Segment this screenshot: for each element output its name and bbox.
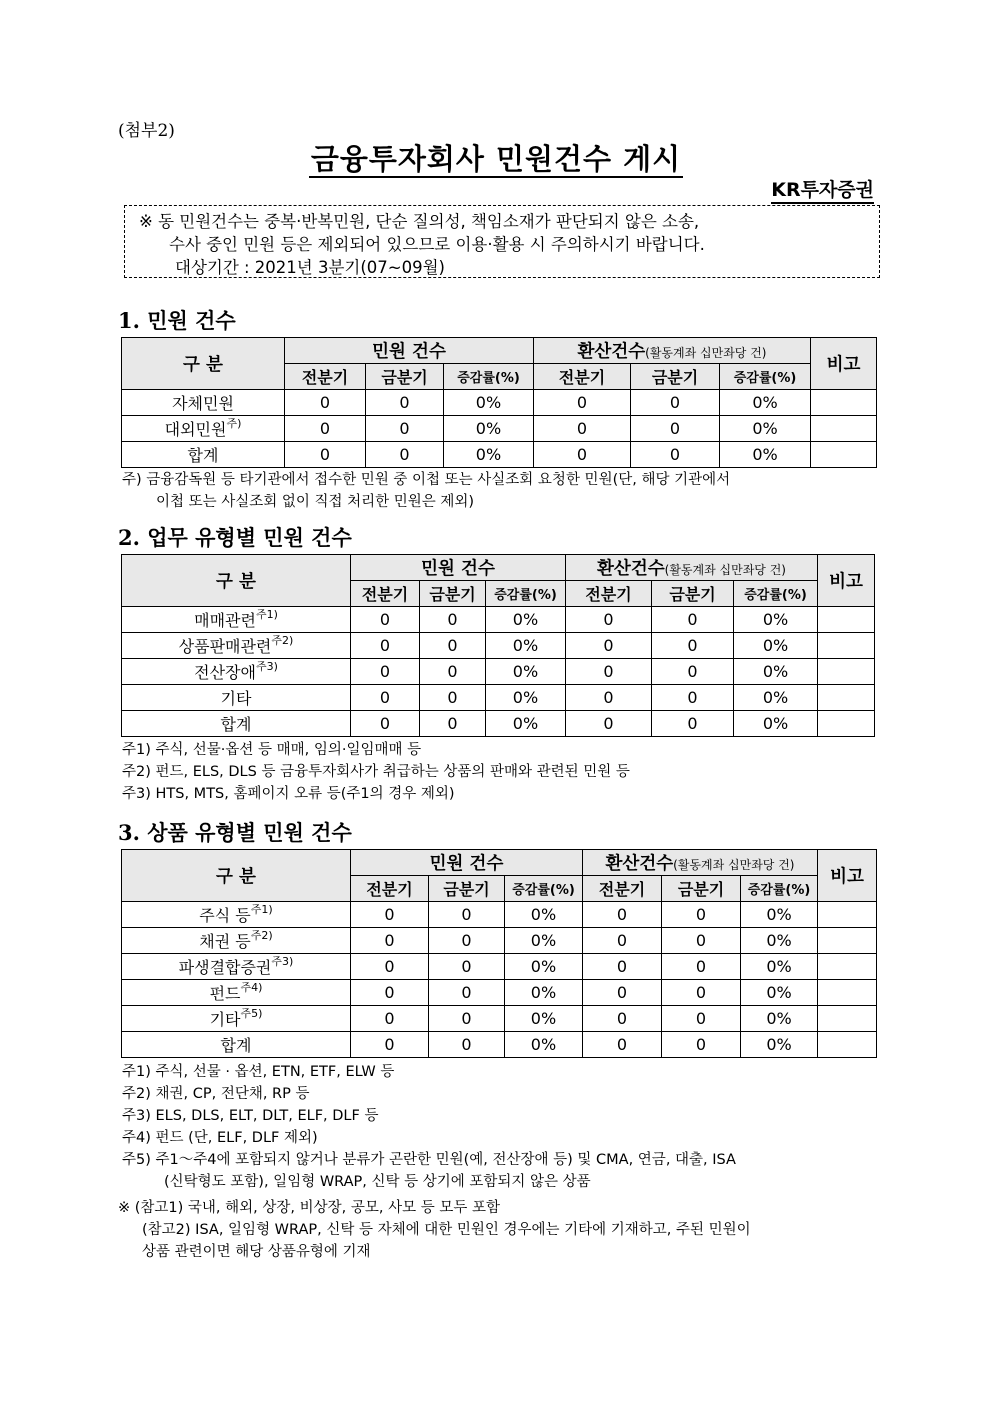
reference-2: (참고2) ISA, 일임형 WRAP, 신탁 등 자체에 대한 민원인 경우에는 기타에 기재하고, 주된 민원이 — [142, 1222, 751, 1238]
table-cell: 0% — [505, 902, 583, 928]
remark-cell — [818, 954, 877, 980]
row-label: 기타$^{주5)}$ — [122, 1006, 351, 1032]
table-cell: 0% — [486, 711, 566, 737]
table-row — [122, 902, 877, 928]
row-label: 합계 — [122, 442, 285, 468]
footnote-marker: 주3) — [271, 955, 294, 968]
remark-cell — [818, 1032, 877, 1058]
note-line: 주1) 주식, 선물·옵션 등 매매, 임의·일임매매 등 — [122, 742, 422, 758]
header-curr: 금분기 — [631, 364, 720, 390]
table-cell: 0 — [351, 928, 429, 954]
header-curr: 금분기 — [652, 581, 734, 607]
table-cell: 0% — [741, 980, 818, 1006]
table-cell: 0 — [351, 633, 420, 659]
row-label: 채권 등$^{주2)}$ — [122, 928, 351, 954]
table-cell: 0 — [583, 980, 662, 1006]
remark-cell — [818, 659, 875, 685]
business-type-table — [121, 554, 875, 737]
table-cell: 0 — [652, 633, 734, 659]
table-cell: 0 — [652, 607, 734, 633]
header-category: 구 분 — [122, 850, 351, 902]
table-cell: 0 — [534, 390, 631, 416]
table-row — [122, 1032, 877, 1058]
note-line: 주4) 펀드 (단, ELF, DLF 제외) — [122, 1130, 318, 1146]
remark-cell — [818, 607, 875, 633]
table-cell: 0% — [741, 902, 818, 928]
header-prev: 전분기 — [351, 876, 429, 902]
table-cell: 0 — [583, 928, 662, 954]
table-cell: 0 — [429, 1032, 505, 1058]
table-cell: 0 — [351, 1006, 429, 1032]
table-cell: 0 — [429, 928, 505, 954]
table-cell: 0% — [734, 659, 818, 685]
complaints-table — [121, 337, 877, 468]
header-rate: 증감률(%) — [741, 876, 818, 902]
table-cell: 0% — [444, 442, 534, 468]
table-cell: 0 — [429, 902, 505, 928]
row-label: 기타 — [122, 685, 351, 711]
product-type-table — [121, 849, 877, 1058]
company-name: KR투자증권 — [771, 175, 874, 204]
references — [118, 1197, 751, 1263]
table-cell: 0% — [741, 928, 818, 954]
table-cell: 0 — [420, 685, 486, 711]
table-cell: 0 — [566, 685, 652, 711]
remark-cell — [818, 928, 877, 954]
table-cell: 0 — [351, 685, 420, 711]
header-prev: 전분기 — [566, 581, 652, 607]
table-cell: 0 — [351, 711, 420, 737]
table-cell: 0% — [741, 1032, 818, 1058]
reference-2-cont: 상품 관련이면 해당 상품유형에 기재 — [142, 1244, 371, 1260]
table-cell: 0 — [662, 1032, 741, 1058]
table-cell: 0% — [505, 1006, 583, 1032]
table-row — [122, 442, 877, 468]
table-cell: 0 — [583, 1032, 662, 1058]
note-line: (신탁형도 포함), 일임형 WRAP, 신탁 등 상기에 포함되지 않은 상품 — [164, 1174, 591, 1190]
row-label: 파생결합증권$^{주3)}$ — [122, 954, 351, 980]
footnote-marker: 주1) — [255, 608, 278, 621]
row-label: 합계 — [122, 711, 351, 737]
table-cell: 0 — [366, 442, 444, 468]
table-cell: 0% — [505, 954, 583, 980]
note-line: 주1) 주식, 선물 · 옵션, ETN, ETF, ELW 등 — [122, 1064, 395, 1080]
header-curr: 금분기 — [429, 876, 505, 902]
header-rate: 증감률(%) — [486, 581, 566, 607]
table-cell: 0% — [734, 607, 818, 633]
table-cell: 0% — [720, 442, 811, 468]
remark-cell — [818, 685, 875, 711]
table-cell: 0% — [734, 711, 818, 737]
page-title: 금융투자회사 민원건수 게시 — [310, 142, 682, 176]
table-cell: 0 — [662, 1006, 741, 1032]
note-line: 주2) 채권, CP, 전단채, RP 등 — [122, 1086, 310, 1102]
table-cell: 0% — [720, 390, 811, 416]
table-cell: 0% — [505, 980, 583, 1006]
table-cell: 0 — [566, 711, 652, 737]
header-rate: 증감률(%) — [444, 364, 534, 390]
table-cell: 0 — [631, 442, 720, 468]
note-line: 주) 금융감독원 등 타기관에서 접수한 민원 중 이첩 또는 사실조회 요청한 민원(단, 해당 기관에서 — [122, 472, 731, 488]
section-1-title: 1. 민원 건수 — [118, 308, 236, 333]
remark-cell — [818, 902, 877, 928]
remark-cell — [818, 633, 875, 659]
header-rate: 증감률(%) — [734, 581, 818, 607]
table-row — [122, 416, 877, 442]
table-cell: 0 — [351, 954, 429, 980]
table-cell: 0 — [351, 980, 429, 1006]
table-row — [122, 711, 875, 737]
section-1-notes — [122, 469, 730, 513]
footnote-marker: 주2) — [271, 634, 294, 647]
table-row — [122, 954, 877, 980]
table-cell: 0 — [420, 607, 486, 633]
table-cell: 0% — [720, 416, 811, 442]
table-cell: 0 — [631, 390, 720, 416]
table-cell: 0 — [662, 902, 741, 928]
table-cell: 0% — [505, 928, 583, 954]
table-cell: 0 — [662, 954, 741, 980]
row-label: 합계 — [122, 1032, 351, 1058]
header-converted: 환산건수(활동계좌 십만좌당 건) — [534, 338, 811, 364]
header-category: 구 분 — [122, 555, 351, 607]
header-rate: 증감률(%) — [720, 364, 811, 390]
table-cell: 0 — [429, 954, 505, 980]
table-cell: 0 — [566, 607, 652, 633]
section-2-notes — [122, 739, 630, 805]
table-cell: 0% — [444, 416, 534, 442]
note-line: 주2) 펀드, ELS, DLS 등 금융투자회사가 취급하는 상품의 판매와 관련된 민원 등 — [122, 764, 630, 780]
section-2-title: 2. 업무 유형별 민원 건수 — [118, 525, 352, 550]
table-cell: 0% — [444, 390, 534, 416]
table-cell: 0 — [652, 685, 734, 711]
header-prev: 전분기 — [583, 876, 662, 902]
table-cell: 0% — [486, 685, 566, 711]
header-complaints: 민원 건수 — [351, 850, 583, 876]
footnote-marker: 주3) — [255, 660, 278, 673]
table-row — [122, 659, 875, 685]
header-prev: 전분기 — [285, 364, 366, 390]
note-line: 주3) HTS, MTS, 홈페이지 오류 등(주1의 경우 제외) — [122, 786, 455, 802]
table-cell: 0 — [662, 928, 741, 954]
table-cell: 0% — [734, 633, 818, 659]
row-label: 대외민원$^{주)}$ — [122, 416, 285, 442]
row-label: 주식 등$^{주1)}$ — [122, 902, 351, 928]
note-line: 주5) 주1～주4에 포함되지 않거나 분류가 곤란한 민원(예, 전산장애 등) 및 CMA, 연금, 대출, ISA — [122, 1152, 736, 1168]
table-row — [122, 633, 875, 659]
header-category: 구 분 — [122, 338, 285, 390]
header-converted: 환산건수(활동계좌 십만좌당 건) — [583, 850, 818, 876]
table-cell: 0 — [285, 442, 366, 468]
row-label: 펀드$^{주4)}$ — [122, 980, 351, 1006]
table-cell: 0 — [566, 659, 652, 685]
remark-cell — [818, 1006, 877, 1032]
table-cell: 0 — [351, 902, 429, 928]
footnote-marker: 주4) — [240, 981, 263, 994]
table-cell: 0 — [534, 416, 631, 442]
header-complaints: 민원 건수 — [351, 555, 566, 581]
table-cell: 0 — [583, 902, 662, 928]
table-cell: 0% — [741, 954, 818, 980]
table-cell: 0% — [734, 685, 818, 711]
header-prev: 전분기 — [534, 364, 631, 390]
table-cell: 0 — [420, 711, 486, 737]
table-row — [122, 980, 877, 1006]
notice-line-2: 수사 중인 민원 등은 제외되어 있으므로 이용·활용 시 주의하시기 바랍니다. — [169, 235, 705, 254]
header-prev: 전분기 — [351, 581, 420, 607]
row-label: 전산장애$^{주3)}$ — [122, 659, 351, 685]
table-cell: 0 — [652, 711, 734, 737]
footnote-marker: 주) — [226, 417, 242, 430]
table-cell: 0 — [351, 607, 420, 633]
table-cell: 0 — [429, 980, 505, 1006]
notice-box — [124, 205, 880, 278]
row-label: 매매관련$^{주1)}$ — [122, 607, 351, 633]
header-converted: 환산건수(활동계좌 십만좌당 건) — [566, 555, 818, 581]
table-cell: 0 — [534, 442, 631, 468]
table-cell: 0% — [486, 633, 566, 659]
remark-cell — [811, 416, 877, 442]
header-curr: 금분기 — [420, 581, 486, 607]
table-row — [122, 685, 875, 711]
table-cell: 0% — [741, 1006, 818, 1032]
table-cell: 0 — [351, 1032, 429, 1058]
table-cell: 0% — [505, 1032, 583, 1058]
table-row — [122, 928, 877, 954]
table-cell: 0 — [351, 659, 420, 685]
table-cell: 0% — [486, 659, 566, 685]
header-complaints: 민원 건수 — [285, 338, 534, 364]
table-cell: 0 — [631, 416, 720, 442]
table-cell: 0 — [420, 633, 486, 659]
reference-1: ※ (참고1) 국내, 해외, 상장, 비상장, 공모, 사모 등 모두 포함 — [118, 1200, 500, 1216]
table-cell: 0% — [486, 607, 566, 633]
footnote-marker: 주5) — [240, 1007, 263, 1020]
table-cell: 0 — [583, 1006, 662, 1032]
header-curr: 금분기 — [662, 876, 741, 902]
notice-line-1: ※ 동 민원건수는 중복·반복민원, 단순 질의성, 책임소재가 판단되지 않은 소송, — [139, 212, 700, 231]
table-cell: 0 — [285, 390, 366, 416]
table-row — [122, 607, 875, 633]
notice-period: 대상기간 : 2021년 3분기(07~09월) — [175, 258, 445, 277]
remark-cell — [811, 442, 877, 468]
table-cell: 0 — [566, 633, 652, 659]
table-cell: 0 — [366, 390, 444, 416]
header-remark: 비고 — [818, 555, 875, 607]
attachment-label: (첨부2) — [118, 121, 175, 141]
header-remark: 비고 — [811, 338, 877, 390]
section-3-notes — [122, 1061, 736, 1193]
remark-cell — [818, 980, 877, 1006]
remark-cell — [811, 390, 877, 416]
table-row — [122, 390, 877, 416]
row-label: 상품판매관련$^{주2)}$ — [122, 633, 351, 659]
table-cell: 0 — [662, 980, 741, 1006]
row-label: 자체민원 — [122, 390, 285, 416]
table-cell: 0 — [366, 416, 444, 442]
table-cell: 0 — [652, 659, 734, 685]
table-cell: 0 — [420, 659, 486, 685]
header-remark: 비고 — [818, 850, 877, 902]
table-row — [122, 1006, 877, 1032]
header-rate: 증감률(%) — [505, 876, 583, 902]
table-cell: 0 — [583, 954, 662, 980]
header-curr: 금분기 — [366, 364, 444, 390]
table-cell: 0 — [429, 1006, 505, 1032]
table-cell: 0 — [285, 416, 366, 442]
note-line: 이첩 또는 사실조회 없이 직접 처리한 민원은 제외) — [156, 494, 475, 510]
footnote-marker: 주2) — [250, 929, 273, 942]
footnote-marker: 주1) — [250, 903, 273, 916]
note-line: 주3) ELS, DLS, ELT, DLT, ELF, DLF 등 — [122, 1108, 379, 1124]
remark-cell — [818, 711, 875, 737]
section-3-title: 3. 상품 유형별 민원 건수 — [118, 820, 352, 845]
